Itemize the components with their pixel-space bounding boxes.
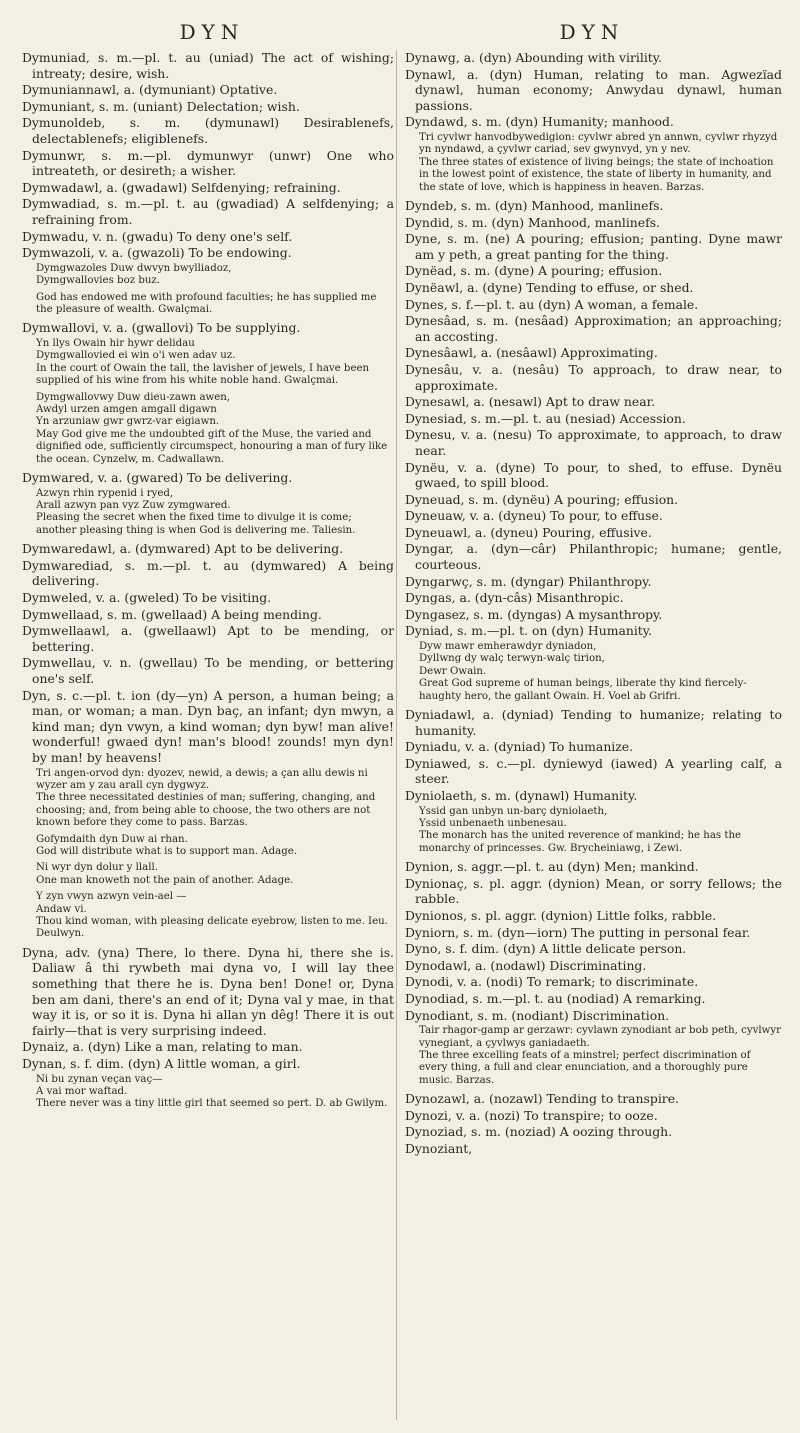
running-head-right: DYN: [559, 20, 625, 44]
dictionary-entry: Dymwallovi, v. a. (gwallovi) To be supplying.: [22, 320, 301, 336]
quotation-line: The three excelling feats of a minstrel; perfect discrimination of every thing, a full and clear enunciation, and a thoroughly pure music. Barzas.: [419, 1050, 751, 1086]
dictionary-entry: Dyniolaeth, s. m. (dynawl) Humanity.: [405, 788, 638, 804]
quotation-line: God will distribute what is to support man. Adage.: [36, 845, 297, 857]
dictionary-entry: Dymwellaad, s. m. (gwellaad) A being mending.: [22, 606, 322, 622]
dictionary-entry: Dymwadu, v. n. (gwadu) To deny one's self.: [22, 228, 293, 244]
right-column: [396, 50, 782, 1420]
dictionary-entry: Dyndid, s. m. (dyn) Manhood, manlinefs.: [405, 214, 661, 230]
dictionary-entry: Dyneuaw, v. a. (dyneu) To pour, to effuse.: [405, 508, 663, 524]
dictionary-entry: Dymunwr, s. m.—pl. dymunwyr (unwr) One who intreateth, or desireth; a wisher.: [22, 147, 394, 179]
dictionary-entry: Dynesâawl, a. (nesâawl) Approximating.: [405, 345, 658, 361]
dictionary-entry: Dyne, s. m. (ne) A pouring; effusion; panting. Dyne mawr am y peth, a great panting for the thing.: [405, 231, 782, 262]
dictionary-entry: Dynes, s. f.—pl. t. au (dyn) A woman, a female.: [405, 296, 699, 312]
quotation-note: [405, 641, 782, 703]
left-column: [22, 50, 394, 1420]
quotation-line: The three necessitated destinies of man; suffering, changing, and choosing; and, from being able to choose, the two others are not known before they come to pass. Barzas.: [36, 792, 376, 829]
dictionary-entry: Dyndawd, s. m. (dyn) Humanity; manhood.: [405, 114, 674, 130]
dictionary-entry: Dynodi, v. a. (nodi) To remark; to discriminate.: [405, 974, 699, 990]
quotation-line: Dymgwazoles Duw dwvyn bwylliadoz,: [36, 262, 232, 274]
quotation-line: Yn llys Owain hir hywr delidau: [36, 337, 195, 349]
dictionary-entry: Dynesawl, a. (nesawl) Apt to draw near.: [405, 394, 656, 410]
dictionary-entry: Dynionaç, s. pl. aggr. (dynion) Mean, or sorry fellows; the rabble.: [405, 875, 782, 907]
dictionary-entry: Dynodiad, s. m.—pl. t. au (nodiad) A remarking.: [405, 991, 706, 1006]
dictionary-entry: Dymwellau, v. n. (gwellau) To be mending, or bettering one's self.: [22, 655, 394, 686]
quotation-line: Awdyl urzen amgen amgall digawn: [36, 403, 217, 415]
quotation-line: There never was a tiny little girl that seemed so pert. D. ab Gwilym.: [36, 1098, 388, 1110]
dictionary-entry: Dymwadiad, s. m.—pl. t. au (gwadiad) A selfdenying; a refraining from.: [22, 196, 394, 227]
dictionary-entry: Dynion, s. aggr.—pl. t. au (dyn) Men; mankind.: [405, 859, 699, 875]
dictionary-entry: Dymwellaawl, a. (gwellaawl) Apt to be mending, or bettering.: [22, 623, 394, 654]
quotation-note: [22, 263, 394, 288]
dictionary-entry: Dyniawed, s. c.—pl. dyniewyd (iawed) A yearling calf, a steer.: [405, 755, 782, 787]
quotation-line: The three states of existence of living beings; the state of inchoation in the lowest point of existence, the state of liberty in humanity, and the state of love, which is happiness in heaven. Barzas.: [419, 156, 774, 193]
quotation-line: Yssid gan unbyn un-barç dyniolaeth,: [419, 805, 608, 817]
quotation-note: [22, 392, 394, 466]
dictionary-entry: Dynesu, v. a. (nesu) To approximate, to approach, to draw near.: [405, 427, 782, 458]
dictionary-entry: Dyndeb, s. m. (dyn) Manhood, manlinefs.: [405, 198, 664, 213]
quotation-line: In the court of Owain the tall, the lavisher of jewels, I have been supplied of his wine from his white noble hand. Gwalçmai.: [36, 362, 370, 387]
dictionary-entry: Dyneuawl, a. (dyneu) Pouring, effusive.: [405, 524, 652, 540]
dictionary-entry: Dynesâad, s. m. (nesâad) Approximation; an approaching; an accosting.: [405, 313, 782, 344]
dictionary-entry: Dyngarwç, s. m. (dyngar) Philanthropy.: [405, 573, 652, 589]
quotation-note: [405, 806, 782, 856]
quotation-line: God has endowed me with profound faculties; he has supplied me the pleasure of wealth. Gwalçmai.: [36, 291, 377, 315]
dictionary-entry: Dymuniad, s. m.—pl. t. au (uniad) The act of wishing; intreaty; desire, wish.: [22, 50, 394, 81]
dictionary-entry: Dymwadawl, a. (gwadawl) Selfdenying; refraining.: [22, 179, 341, 195]
quotation-note: [22, 292, 394, 317]
dictionary-entry: Dynesiad, s. m.—pl. t. au (nesiad) Accession.: [405, 410, 686, 426]
quotation-line: Dyw mawr emherawdyr dyniadon,: [419, 641, 597, 653]
dictionary-entry: Dymunoldeb, s. m. (dymunawl) Desirablenefs, delectablenefs; eligiblenefs.: [22, 115, 394, 146]
dictionary-entry: Dyniorn, s. m. (dyn—iorn) The putting in personal fear.: [405, 924, 751, 940]
quotation-line: A vai mor waftad.: [36, 1085, 128, 1097]
dictionary-entry: Dynoziant,: [405, 1141, 473, 1156]
dictionary-entry: Dymwazoli, v. a. (gwazoli) To be endowing.: [22, 245, 292, 261]
quotation-line: Yn arzuniaw gwr gwrz-var eigiawn.: [36, 416, 220, 428]
quotation-note: [22, 891, 394, 941]
quotation-note: [22, 768, 394, 830]
dictionary-entry: Dymuniant, s. m. (uniant) Delectation; wish.: [22, 98, 300, 114]
quotation-line: Dymgwallovwy Duw dieu-zawn awen,: [36, 391, 231, 403]
dictionary-entry: Dymweled, v. a. (gweled) To be visiting.: [22, 590, 272, 605]
dictionary-entry: Dynodawl, a. (nodawl) Discriminating.: [405, 957, 647, 973]
dictionary-entry: Dynoziad, s. m. (noziad) A oozing through.: [405, 1124, 673, 1140]
dictionary-entry: Dynëad, s. m. (dyne) A pouring; effusion.: [405, 263, 663, 279]
dictionary-entry: Dynozawl, a. (nozawl) Tending to transpire.: [405, 1091, 679, 1107]
dictionary-entry: Dynëawl, a. (dyne) Tending to effuse, or shed.: [405, 279, 694, 295]
dictionary-entry: Dymwaredawl, a. (dymwared) Apt to be delivering.: [22, 541, 344, 557]
running-head-left: DYN: [179, 20, 245, 44]
dictionary-entry: Dyna, adv. (yna) There, lo there. Dyna hi, there she is. Daliaw â thi rywbeth mai dyna vo, I will lay thee something that there he is. Dyna ben! Done! or, Dyna ben am dani, there's an end of it; Dyna val y mae, in that way it is, or so it is. Dyna hi allan yn dêg! There it is out fairly—that is very surprising indeed.: [22, 944, 394, 1038]
dictionary-entry: Dynan, s. f. dim. (dyn) A little woman, a girl.: [22, 1055, 301, 1071]
dictionary-entry: Dynozi, v. a. (nozi) To transpire; to ooze.: [405, 1107, 658, 1123]
quotation-line: Azwyn rhin rypenid i ryed,: [36, 487, 174, 499]
quotation-line: The monarch has the united reverence of mankind; he has the monarchy of princesses. Gw. Brycheiniawg, i Zewi.: [419, 830, 742, 854]
quotation-line: Gofymdaith dyn Duw ai rhan.: [36, 833, 188, 845]
quotation-note: [22, 834, 394, 859]
quotation-note: [22, 338, 394, 388]
quotation-line: Arall azwyn pan vyz Zuw zymgwared.: [36, 500, 231, 511]
running-heads: [22, 14, 782, 50]
dictionary-entry: Dymwared, v. a. (gwared) To be delivering.: [22, 470, 293, 485]
dictionary-entry: Dyniadawl, a. (dyniad) Tending to humanize; relating to humanity.: [405, 707, 782, 738]
dictionary-entry: Dyn, s. c.—pl. t. ion (dy—yn) A person, a human being; a man, or woman; a man. Dyn baç, an infant; dyn mwyn, a kind man; dyn vwyn, a kind woman; dyn byw! man alive! wonderful! gwaed dyn! man's blood! zounds! myn dyn! by man! by heavens!: [22, 687, 394, 765]
dictionary-entry: Dyniadu, v. a. (dyniad) To humanize.: [405, 739, 634, 755]
quotation-note: [405, 132, 782, 194]
quotation-line: Ni wyr dyn dolur y llall.: [36, 862, 158, 874]
quotation-note: [22, 1074, 394, 1111]
dictionary-entry: Dynesâu, v. a. (nesâu) To approach, to draw near, to approximate.: [405, 361, 782, 393]
dictionary-entry: Dynodiant, s. m. (nodiant) Discrimination.: [405, 1007, 670, 1023]
quotation-note: [22, 488, 394, 538]
quotation-line: Dymgwallovied ei win o'i wen adav uz.: [36, 350, 236, 362]
quotation-line: Andaw vi.: [36, 903, 87, 915]
dictionary-entry: Dyngar, a. (dyn—câr) Philanthropic; humane; gentle, courteous.: [405, 541, 782, 573]
dictionary-entry: Dynëu, v. a. (dyne) To pour, to shed, to effuse. Dynëu gwaed, to spill blood.: [405, 459, 782, 491]
quotation-note: [22, 862, 394, 887]
quotation-line: Tri angen-orvod dyn: dyozev, newid, a dewis; a çan allu dewis ni wyzer am y zau arall cyn dygwyz.: [36, 767, 368, 791]
quotation-line: Dymgwallovies boz buz.: [36, 275, 161, 287]
dictionary-entry: Dyno, s. f. dim. (dyn) A little delicate person.: [405, 941, 687, 957]
quotation-line: Thou kind woman, with pleasing delicate eyebrow, listen to me. Ieu. Deulwyn.: [36, 916, 388, 940]
dictionary-entry: Dynaiz, a. (dyn) Like a man, relating to man.: [22, 1039, 303, 1055]
columns: [22, 50, 782, 1420]
quotation-line: Tair rhagor-gamp ar gerzawr: cyvlawn zynodiant ar bob peth, cyvlwyr vynegiant, a çyvlwys ganiadaeth.: [419, 1025, 781, 1049]
quotation-line: May God give me the undoubted gift of the Muse, the varied and dignified ode, sufficiently circumspect, honouring a man of fury like the ocean. Cynzelw, m. Cadwallawn.: [36, 428, 388, 465]
dictionary-entry: Dyniad, s. m.—pl. t. on (dyn) Humanity.: [405, 623, 653, 639]
dictionary-entry: Dyngas, a. (dyn-câs) Misanthropic.: [405, 590, 624, 606]
quotation-line: Great God supreme of human beings, liberate thy kind fiercely-haughty hero, the gallant Owain. H. Voel ab Grifri.: [419, 678, 747, 702]
quotation-line: Pleasing the secret when the fixed time to divulge it is come; another pleasing thing is when God is delivering me. Taliesin.: [36, 512, 356, 536]
quotation-line: One man knoweth not the pain of another. Adage.: [36, 874, 294, 886]
dictionary-entry: Dynawl, a. (dyn) Human, relating to man. Agwezïad dynawl, human economy; Anwydau dynawl, human passions.: [405, 66, 782, 113]
quotation-line: Tri cyvlwr hanvodbywedigion: cyvlwr abred yn annwn, cyvlwr rhyzyd yn nyndawd, a çyvlwr cariad, sev gwynvyd, yn y nev.: [419, 131, 778, 156]
dictionary-entry: Dymuniannawl, a. (dymuniant) Optative.: [22, 82, 278, 98]
quotation-line: Dyllwng dy walç terwyn-walç tirion,: [419, 653, 605, 665]
dictionary-entry: Dyneuad, s. m. (dynëu) A pouring; effusion.: [405, 491, 679, 507]
quotation-line: Y zyn vwyn azwyn vein-ael —: [36, 891, 187, 903]
dictionary-entry: Dynionos, s. pl. aggr. (dynion) Little folks, rabble.: [405, 908, 717, 924]
dictionary-entry: Dymwarediad, s. m.—pl. t. au (dymwared) A being delivering.: [22, 557, 394, 589]
dictionary-entry: Dyngasez, s. m. (dyngas) A mysanthropy.: [405, 606, 663, 622]
quotation-line: Ni bu zynan veçan vaç—: [36, 1073, 163, 1085]
quotation-line: Dewr Owain.: [419, 665, 487, 677]
quotation-note: [405, 1025, 782, 1087]
quotation-line: Yssid unbenaeth unbenesau.: [419, 818, 567, 830]
dictionary-entry: Dynawg, a. (dyn) Abounding with virility.: [405, 50, 663, 65]
